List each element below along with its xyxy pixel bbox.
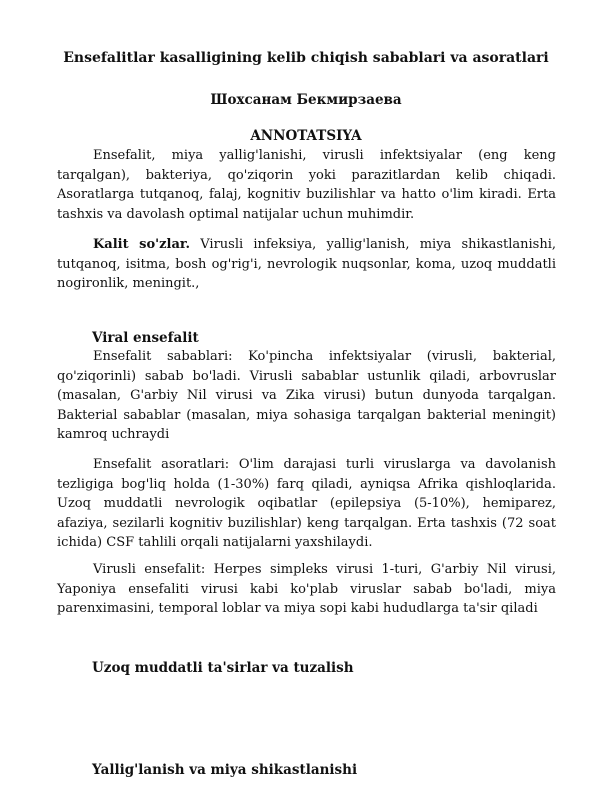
section-heading-inflammation: Yallig'lanish va miya shikastlanishi: [92, 762, 358, 778]
keywords-paragraph: [57, 235, 556, 294]
complications-paragraph: Ensefalit asoratlari: O'lim darajasi turli viruslarga va davolanish tezligiga bog'liq holda (1-30%) farq qiladi, ayniqsa Afrika qishloqlarida. Uzoq muddatli nevrologik oqibatlar (epilepsiya (5-10%), hemiparez, afaziya, sezilarli kognitiv buzilishlar) keng tarqalgan. Erta tashxis (72 soat ichida) CSF tahlili orqali natijalarni yaxshilaydi.: [57, 457, 556, 550]
section-heading-viral: Viral ensefalit: [92, 330, 199, 346]
causes-paragraph: Ensefalit sabablari: Ko'pincha infektsiyalar (virusli, bakterial, qo'ziqorinli) sabab bo'ladi. Virusli sabablar ustunlik qiladi, arbovruslar (masalan, G'arbiy Nil virusi va Zika virusi) butun dunyoda tarqalgan. Bakterial sabablar (masalan, miya sohasiga tarqalgan bakterial meningit) kamroq uchraydi: [57, 349, 556, 442]
keywords-label: Kalit so'zlar.: [93, 237, 191, 252]
keywords-text: Virusli infeksiya, yallig'lanish, miya shikastlanishi, tutqanoq, isitma, bosh og'rig'i, nevrologik nuqsonlar, koma, uzoq muddatli nogironlik, meningit.,: [57, 237, 556, 291]
annotation-paragraph: Ensefalit, miya yallig'lanishi, virusli infektsiyalar (eng keng tarqalgan), bakteriya, qo'ziqorin yoki parazitlardan kelib chiqadi. Asoratlarga tutqanoq, falaj, kognitiv buzilishlar va hatto o'lim kiradi. Erta tashxis va davolash optimal natijalar uchun muhimdir.: [57, 148, 556, 222]
document-title: Ensefalitlar kasalligining kelib chiqish sabablari va asoratlari: [63, 50, 549, 66]
author-name: Шохсанам Бекмирзаева: [210, 92, 402, 108]
annotation-heading: ANNOTATSIYA: [250, 128, 362, 144]
section-heading-long-term: Uzoq muddatli ta'sirlar va tuzalish: [92, 660, 354, 676]
viral-encephalitis-paragraph: Virusli ensefalit: Herpes simpleks virusi 1-turi, G'arbiy Nil virusi, Yaponiya ensefaliti virusi kabi ko'plab viruslar sabab bo'ladi, miya parenximasini, temporal loblar va miya sopi kabi hududlarga ta'sir qiladi: [57, 562, 556, 616]
